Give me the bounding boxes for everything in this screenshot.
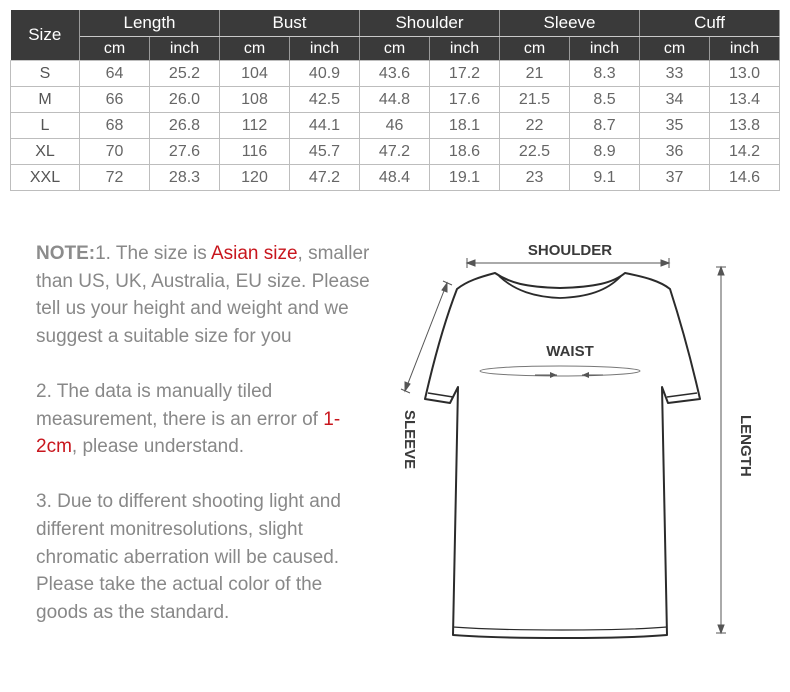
measurement-cell: 13.4 [710, 87, 780, 113]
size-cell: S [11, 61, 80, 87]
tshirt-outline [425, 273, 700, 638]
sleeve-group-header: Sleeve [500, 10, 640, 37]
measurement-cell: 44.8 [360, 87, 430, 113]
measurement-cell: 26.0 [150, 87, 220, 113]
measurement-cell: 18.1 [430, 113, 500, 139]
size-note [36, 240, 376, 626]
size-cell: XL [11, 139, 80, 165]
bottom-hem [453, 627, 667, 630]
measurement-cell: 68 [80, 113, 150, 139]
measurement-cell: 8.7 [570, 113, 640, 139]
unit-header-shoulder-inch: inch [430, 37, 500, 61]
measurement-cell: 17.2 [430, 61, 500, 87]
unit-header-sleeve-inch: inch [570, 37, 640, 61]
size-column-header: Size [11, 10, 80, 61]
asian-size-highlight: Asian size [210, 243, 298, 264]
measurement-cell: 8.9 [570, 139, 640, 165]
length-group-header: Length [80, 10, 220, 37]
note-label: NOTE: [36, 243, 96, 264]
tshirt-measurement-diagram [395, 235, 775, 655]
measurement-cell: 13.0 [710, 61, 780, 87]
left-sleeve-hem [428, 393, 453, 397]
unit-header-row [11, 37, 780, 61]
shoulder-group-header: Shoulder [360, 10, 500, 37]
measurement-cell: 48.4 [360, 165, 430, 191]
measurement-cell: 22 [500, 113, 570, 139]
unit-header-sleeve-cm: cm [500, 37, 570, 61]
measurement-cell: 14.6 [710, 165, 780, 191]
measurement-cell: 116 [220, 139, 290, 165]
size-chart-table [10, 10, 780, 191]
measurement-cell: 104 [220, 61, 290, 87]
table-row [11, 165, 780, 191]
measurement-cell: 120 [220, 165, 290, 191]
table-row [11, 87, 780, 113]
measurement-cell: 45.7 [290, 139, 360, 165]
waist-label: WAIST [546, 343, 594, 360]
note-1-text-start: 1. The size is [95, 243, 211, 264]
length-label: LENGTH [737, 415, 754, 477]
size-table-body [11, 61, 780, 191]
measurement-cell: 40.9 [290, 61, 360, 87]
measurement-cell: 66 [80, 87, 150, 113]
note-1-text-end: , smaller than US, UK, Australia, EU size. Please tell us your height and weight and we suggest a suitable size for you [36, 243, 370, 347]
error-range-highlight: 1-2cm [36, 408, 341, 458]
note-paragraph-3: 3. Due to different shooting light and different monitresolutions, slight chromatic aberration will be caused. Please take the actual color of the goods as the standard. [36, 491, 341, 623]
measurement-cell: 37 [640, 165, 710, 191]
measurement-cell: 42.5 [290, 87, 360, 113]
measurement-cell: 26.8 [150, 113, 220, 139]
unit-header-bust-cm: cm [220, 37, 290, 61]
unit-header-shoulder-cm: cm [360, 37, 430, 61]
right-sleeve-hem [667, 393, 697, 397]
note-2-text-end: , please understand. [71, 436, 245, 458]
measurement-cell: 43.6 [360, 61, 430, 87]
measurement-cell: 28.3 [150, 165, 220, 191]
measurement-cell: 64 [80, 61, 150, 87]
measurement-cell: 14.2 [710, 139, 780, 165]
measurement-cell: 21.5 [500, 87, 570, 113]
unit-header-cuff-cm: cm [640, 37, 710, 61]
measurement-cell: 13.8 [710, 113, 780, 139]
unit-header-cuff-inch: inch [710, 37, 780, 61]
measurement-cell: 18.6 [430, 139, 500, 165]
unit-header-length-inch: inch [150, 37, 220, 61]
bust-group-header: Bust [220, 10, 360, 37]
size-cell: XXL [11, 165, 80, 191]
unit-header-bust-inch: inch [290, 37, 360, 61]
measurement-cell: 44.1 [290, 113, 360, 139]
measurement-cell: 22.5 [500, 139, 570, 165]
length-measure-line [716, 267, 726, 633]
measurement-cell: 27.6 [150, 139, 220, 165]
measurement-cell: 21 [500, 61, 570, 87]
measurement-cell: 23 [500, 165, 570, 191]
note-paragraph-2 [36, 378, 376, 461]
measurement-cell: 36 [640, 139, 710, 165]
measurement-cell: 112 [220, 113, 290, 139]
measurement-cell: 8.3 [570, 61, 640, 87]
measurement-cell: 25.2 [150, 61, 220, 87]
measurement-cell: 46 [360, 113, 430, 139]
measurement-cell: 108 [220, 87, 290, 113]
table-row [11, 139, 780, 165]
note-2-text-start: 2. The data is manually tiled measurement, there is an error of [36, 380, 324, 430]
measurement-cell: 34 [640, 87, 710, 113]
note-paragraph-1 [36, 240, 376, 350]
waist-measure-line [480, 366, 640, 378]
measurement-cell: 47.2 [360, 139, 430, 165]
measurement-cell: 35 [640, 113, 710, 139]
cuff-group-header: Cuff [640, 10, 780, 37]
sleeve-label: SLEEVE [401, 410, 418, 470]
measurement-cell: 19.1 [430, 165, 500, 191]
measurement-cell: 17.6 [430, 87, 500, 113]
size-cell: M [11, 87, 80, 113]
shoulder-measure-line [467, 258, 669, 268]
size-cell: L [11, 113, 80, 139]
measurement-cell: 9.1 [570, 165, 640, 191]
measurement-cell: 33 [640, 61, 710, 87]
measurement-cell: 72 [80, 165, 150, 191]
measurement-cell: 70 [80, 139, 150, 165]
table-row [11, 113, 780, 139]
unit-header-length-cm: cm [80, 37, 150, 61]
sleeve-measure-line [401, 281, 452, 393]
measurement-cell: 47.2 [290, 165, 360, 191]
table-row [11, 61, 780, 87]
measurement-cell: 8.5 [570, 87, 640, 113]
shoulder-label: SHOULDER [527, 242, 613, 259]
